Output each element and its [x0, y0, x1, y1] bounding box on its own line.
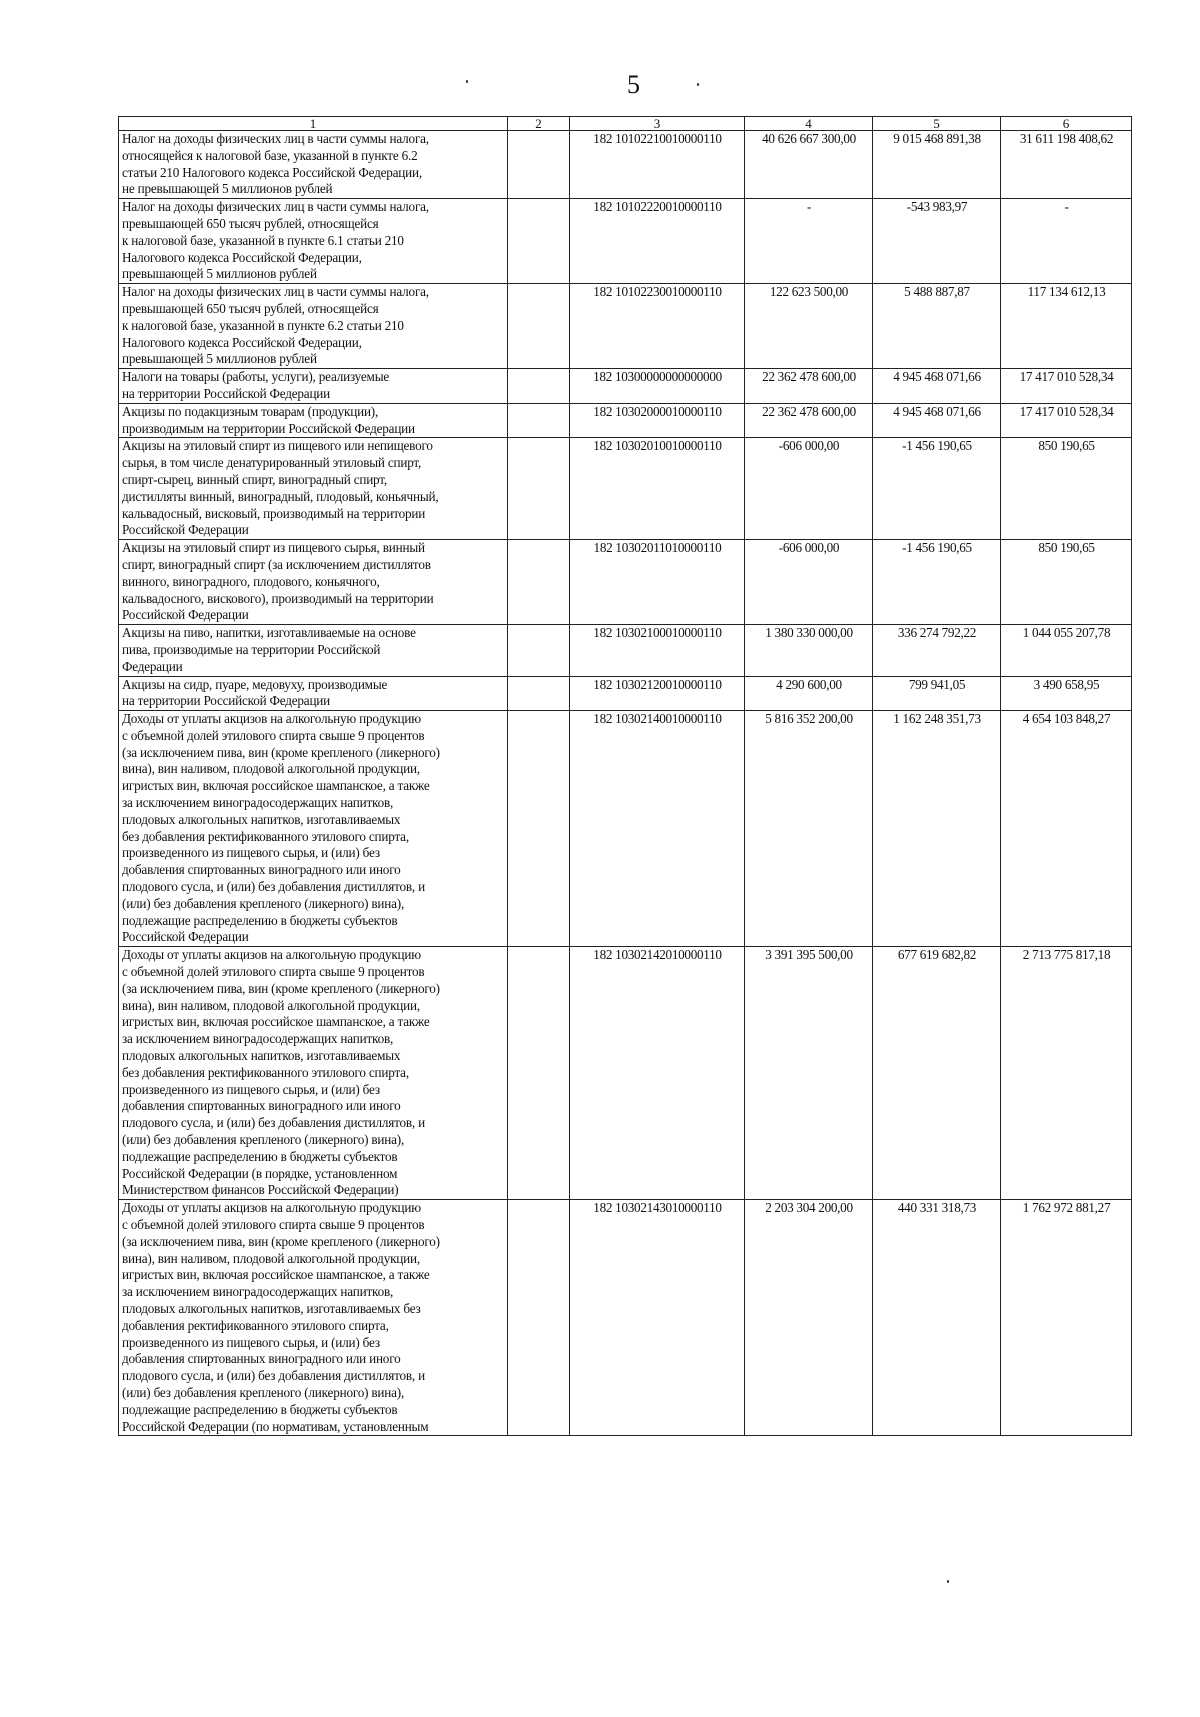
revenue-item-name-line: (за исключением пива, вин (кроме крепленого (ликерного) — [122, 744, 440, 760]
column-4-value: 4 290 600,00 — [745, 676, 873, 711]
revenue-item-name-line: с объемной долей этилового спирта свыше 9 процентов — [122, 1217, 425, 1232]
revenue-item-name-line: на территории Российской Федерации — [122, 693, 331, 709]
revenue-item-name-line: плодовых алкогольных напитков, изготавливаемых — [122, 1048, 401, 1064]
column-6-value: 4 654 103 848,27 — [1001, 711, 1132, 947]
revenue-item-name-line: вина), вин наливом, плодовой алкогольной продукции, — [122, 1250, 420, 1266]
revenue-item-name-line: игристых вин, включая российское шампанское, а также — [122, 1014, 430, 1030]
revenue-item-name-line: подлежащие распределению в бюджеты субъектов — [122, 912, 398, 928]
revenue-item-name-line: добавления спиртованных виноградного или иного — [122, 1351, 401, 1367]
column-5-value: 677 619 682,82 — [873, 947, 1001, 1200]
revenue-item-name-line: Федерации — [122, 658, 183, 674]
revenue-item-name-line: плодовых алкогольных напитков, изготавливаемых без — [122, 1300, 421, 1316]
budget-classification-code: 182 10302010010000110 — [570, 438, 745, 540]
column-6-value: 2 713 775 817,18 — [1001, 947, 1132, 1200]
revenue-item-name-line: Налогового кодекса Российской Федерации, — [122, 249, 362, 265]
revenue-item-name-line: дистилляты винный, виноградный, плодовый, коньячный, — [122, 488, 439, 504]
column-2-cell — [508, 284, 570, 369]
column-4-value: 2 203 304 200,00 — [745, 1200, 873, 1436]
column-header: 4 — [745, 117, 873, 131]
revenue-item-name-line: Налог на доходы физических лиц в части суммы налога, — [122, 199, 429, 215]
revenue-item-name-line: на территории Российской Федерации — [122, 385, 331, 401]
column-5-value: -1 456 190,65 — [873, 540, 1001, 625]
table-row — [119, 711, 1132, 947]
column-header: 2 — [508, 117, 570, 131]
revenue-item-name — [119, 438, 508, 540]
revenue-item-name — [119, 1200, 508, 1436]
revenue-item-name-line: сырья, в том числе денатурированный этиловый спирт, — [122, 455, 422, 471]
table-row — [119, 284, 1132, 369]
budget-classification-code: 182 10302000010000110 — [570, 403, 745, 438]
revenue-item-name-line: Акцизы на сидр, пуаре, медовуху, производимые — [122, 676, 388, 692]
revenue-item-name-line: Российской Федерации (в порядке, установленном — [122, 1165, 398, 1181]
column-4-value: -606 000,00 — [745, 438, 873, 540]
revenue-item-name-line: произведенного из пищевого сырья, и (или) без — [122, 1334, 380, 1350]
column-6-value: 117 134 612,13 — [1001, 284, 1132, 369]
revenue-item-name-line: без добавления ректификованного этилового спирта, — [122, 828, 409, 844]
revenue-item-name-line: (или) без добавления крепленого (ликерного) вина), — [122, 1384, 405, 1400]
column-5-value: 9 015 468 891,38 — [873, 131, 1001, 199]
column-4-value: 3 391 395 500,00 — [745, 947, 873, 1200]
revenue-item-name — [119, 369, 508, 404]
table-header-row — [119, 117, 1132, 131]
table-row — [119, 1200, 1132, 1436]
revenue-item-name-line: винного, виноградного, плодового, коньячного, — [122, 573, 380, 589]
revenue-item-name — [119, 625, 508, 676]
revenue-item-name — [119, 403, 508, 438]
table-row — [119, 131, 1132, 199]
revenue-item-name-line: плодового сусла, и (или) без добавления дистиллятов, и — [122, 1368, 425, 1384]
column-5-value: 5 488 887,87 — [873, 284, 1001, 369]
column-5-value: 4 945 468 071,66 — [873, 369, 1001, 404]
revenue-item-name-line: Российской Федерации — [122, 522, 249, 538]
revenue-item-name — [119, 676, 508, 711]
revenue-item-name-line: вина), вин наливом, плодовой алкогольной продукции, — [122, 761, 420, 777]
column-4-value: 22 362 478 600,00 — [745, 403, 873, 438]
column-4-value: -606 000,00 — [745, 540, 873, 625]
revenue-item-name-line: без добавления ректификованного этилового спирта, — [122, 1064, 409, 1080]
table-row — [119, 369, 1132, 404]
revenue-item-name-line: Доходы от уплаты акцизов на алкогольную продукцию — [122, 947, 421, 963]
column-6-value: - — [1001, 199, 1132, 284]
budget-classification-code: 182 10302142010000110 — [570, 947, 745, 1200]
revenue-item-name-line: за исключением виноградосодержащих напитков, — [122, 1031, 394, 1047]
column-6-value: 3 490 658,95 — [1001, 676, 1132, 711]
column-2-cell — [508, 403, 570, 438]
revenue-item-name-line: игристых вин, включая российское шампанское, а также — [122, 778, 430, 794]
column-5-value: -543 983,97 — [873, 199, 1001, 284]
table-row — [119, 625, 1132, 676]
revenue-item-name-line: превышающей 5 миллионов рублей — [122, 351, 317, 367]
column-4-value: 22 362 478 600,00 — [745, 369, 873, 404]
page-number: 5 — [627, 70, 640, 99]
revenue-item-name-line: Доходы от уплаты акцизов на алкогольную продукцию — [122, 711, 421, 727]
revenue-item-name-line: (за исключением пива, вин (кроме крепленого (ликерного) — [122, 980, 440, 996]
column-2-cell — [508, 947, 570, 1200]
revenue-item-name-line: (за исключением пива, вин (кроме крепленого (ликерного) — [122, 1233, 440, 1249]
revenue-item-name-line: превышающей 5 миллионов рублей — [122, 266, 317, 282]
revenue-item-name-line: произведенного из пищевого сырья, и (или) без — [122, 845, 380, 861]
revenue-item-name-line: с объемной долей этилового спирта свыше 9 процентов — [122, 964, 425, 980]
column-2-cell — [508, 625, 570, 676]
column-6-value: 1 762 972 881,27 — [1001, 1200, 1132, 1436]
revenue-item-name-line: не превышающей 5 миллионов рублей — [122, 181, 333, 197]
table-body — [119, 131, 1132, 1436]
column-2-cell — [508, 131, 570, 199]
column-5-value: 336 274 792,22 — [873, 625, 1001, 676]
revenue-item-name-line: кальвадосный, висковый, производимый на территории — [122, 505, 426, 521]
revenue-item-name — [119, 711, 508, 947]
revenue-item-name-line: Доходы от уплаты акцизов на алкогольную продукцию — [122, 1200, 421, 1216]
column-5-value: 799 941,05 — [873, 676, 1001, 711]
column-2-cell — [508, 369, 570, 404]
revenue-item-name-line: произведенного из пищевого сырья, и (или) без — [122, 1081, 380, 1097]
revenue-item-name — [119, 284, 508, 369]
revenue-item-name-line: Российской Федерации (по нормативам, установленным — [122, 1418, 429, 1434]
column-2-cell — [508, 540, 570, 625]
budget-classification-code: 182 10102230010000110 — [570, 284, 745, 369]
revenue-item-name-line: плодового сусла, и (или) без добавления дистиллятов, и — [122, 879, 425, 895]
budget-classification-code: 182 10102220010000110 — [570, 199, 745, 284]
revenue-item-name — [119, 131, 508, 199]
revenue-item-name-line: Налоги на товары (работы, услуги), реализуемые — [122, 369, 390, 385]
column-5-value: 4 945 468 071,66 — [873, 403, 1001, 438]
revenue-item-name-line: Налог на доходы физических лиц в части суммы налога, — [122, 284, 429, 300]
column-6-value: 1 044 055 207,78 — [1001, 625, 1132, 676]
budget-classification-code: 182 10302120010000110 — [570, 676, 745, 711]
column-2-cell — [508, 711, 570, 947]
revenue-item-name — [119, 540, 508, 625]
column-6-value: 850 190,65 — [1001, 540, 1132, 625]
column-6-value: 17 417 010 528,34 — [1001, 403, 1132, 438]
revenue-item-name-line: плодового сусла, и (или) без добавления дистиллятов, и — [122, 1115, 425, 1131]
column-4-value: - — [745, 199, 873, 284]
column-2-cell — [508, 438, 570, 540]
table-row — [119, 947, 1132, 1200]
revenue-table — [118, 116, 1132, 1436]
revenue-item-name-line: Акцизы на этиловый спирт из пищевого или непищевого — [122, 438, 433, 454]
budget-classification-code: 182 10102210010000110 — [570, 131, 745, 199]
revenue-item-name-line: к налоговой базе, указанной в пункте 6.1 статьи 210 — [122, 232, 404, 248]
budget-classification-code: 182 10300000000000000 — [570, 369, 745, 404]
revenue-item-name-line: подлежащие распределению в бюджеты субъектов — [122, 1148, 398, 1164]
column-6-value: 31 611 198 408,62 — [1001, 131, 1132, 199]
revenue-item-name-line: статьи 210 Налогового кодекса Российской Федерации, — [122, 164, 422, 180]
revenue-item-name-line: производимым на территории Российской Федерации — [122, 420, 415, 436]
revenue-item-name-line: игристых вин, включая российское шампанское, а также — [122, 1267, 430, 1283]
revenue-item-name-line: (или) без добавления крепленого (ликерного) вина), — [122, 1132, 405, 1148]
column-2-cell — [508, 199, 570, 284]
revenue-item-name-line: Российской Федерации — [122, 607, 249, 623]
revenue-item-name-line: кальвадосного, вискового), производимый на территории — [122, 590, 434, 606]
column-4-value: 1 380 330 000,00 — [745, 625, 873, 676]
revenue-item-name-line: Акцизы на пиво, напитки, изготавливаемые на основе — [122, 625, 416, 641]
revenue-item-name-line: пива, производимые на территории Российской — [122, 641, 381, 657]
revenue-item-name-line: вина), вин наливом, плодовой алкогольной продукции, — [122, 997, 420, 1013]
revenue-item-name-line: за исключением виноградосодержащих напитков, — [122, 1284, 394, 1300]
revenue-item-name-line: превышающей 650 тысяч рублей, относящейся — [122, 300, 379, 316]
revenue-item-name-line: спирт-сырец, винный спирт, виноградный спирт, — [122, 471, 387, 487]
revenue-item-name-line: Российской Федерации — [122, 929, 249, 945]
scan-speck — [947, 1580, 949, 1583]
revenue-item-name — [119, 947, 508, 1200]
table-row — [119, 540, 1132, 625]
column-5-value: -1 456 190,65 — [873, 438, 1001, 540]
revenue-item-name-line: относящейся к налоговой базе, указанной в пункте 6.2 — [122, 147, 418, 163]
column-5-value: 1 162 248 351,73 — [873, 711, 1001, 947]
column-5-value: 440 331 318,73 — [873, 1200, 1001, 1436]
revenue-item-name-line: с объемной долей этилового спирта свыше 9 процентов — [122, 727, 425, 743]
revenue-item-name-line: Акцизы на этиловый спирт из пищевого сырья, винный — [122, 540, 425, 556]
budget-classification-code: 182 10302143010000110 — [570, 1200, 745, 1436]
table-row — [119, 199, 1132, 284]
revenue-item-name-line: добавления ректификованного этилового спирта, — [122, 1317, 389, 1333]
revenue-item-name-line: превышающей 650 тысяч рублей, относящейся — [122, 215, 379, 231]
revenue-item-name-line: спирт, виноградный спирт (за исключением дистиллятов — [122, 556, 431, 572]
revenue-item-name-line: подлежащие распределению в бюджеты субъектов — [122, 1401, 398, 1417]
revenue-item-name-line: к налоговой базе, указанной в пункте 6.2 статьи 210 — [122, 317, 404, 333]
column-header: 5 — [873, 117, 1001, 131]
column-4-value: 40 626 667 300,00 — [745, 131, 873, 199]
budget-classification-code: 182 10302011010000110 — [570, 540, 745, 625]
budget-classification-code: 182 10302100010000110 — [570, 625, 745, 676]
revenue-item-name-line: Министерством финансов Российской Федерации) — [122, 1182, 399, 1198]
revenue-item-name-line: Налог на доходы физических лиц в части суммы налога, — [122, 131, 429, 146]
column-header: 6 — [1001, 117, 1132, 131]
column-4-value: 5 816 352 200,00 — [745, 711, 873, 947]
budget-classification-code: 182 10302140010000110 — [570, 711, 745, 947]
column-header: 3 — [570, 117, 745, 131]
revenue-item-name — [119, 199, 508, 284]
column-2-cell — [508, 676, 570, 711]
revenue-item-name-line: добавления спиртованных виноградного или иного — [122, 862, 401, 878]
revenue-item-name-line: Акцизы по подакцизным товарам (продукции), — [122, 403, 379, 419]
revenue-item-name-line: плодовых алкогольных напитков, изготавливаемых — [122, 811, 401, 827]
revenue-item-name-line: добавления спиртованных виноградного или иного — [122, 1098, 401, 1114]
table-row — [119, 403, 1132, 438]
column-6-value: 17 417 010 528,34 — [1001, 369, 1132, 404]
table-row — [119, 676, 1132, 711]
scan-speck — [466, 80, 468, 83]
column-header: 1 — [119, 117, 508, 131]
revenue-item-name-line: за исключением виноградосодержащих напитков, — [122, 795, 394, 811]
revenue-item-name-line: Налогового кодекса Российской Федерации, — [122, 334, 362, 350]
scan-speck — [697, 83, 699, 86]
column-6-value: 850 190,65 — [1001, 438, 1132, 540]
column-4-value: 122 623 500,00 — [745, 284, 873, 369]
revenue-item-name-line: (или) без добавления крепленого (ликерного) вина), — [122, 895, 405, 911]
table-row — [119, 438, 1132, 540]
column-2-cell — [508, 1200, 570, 1436]
